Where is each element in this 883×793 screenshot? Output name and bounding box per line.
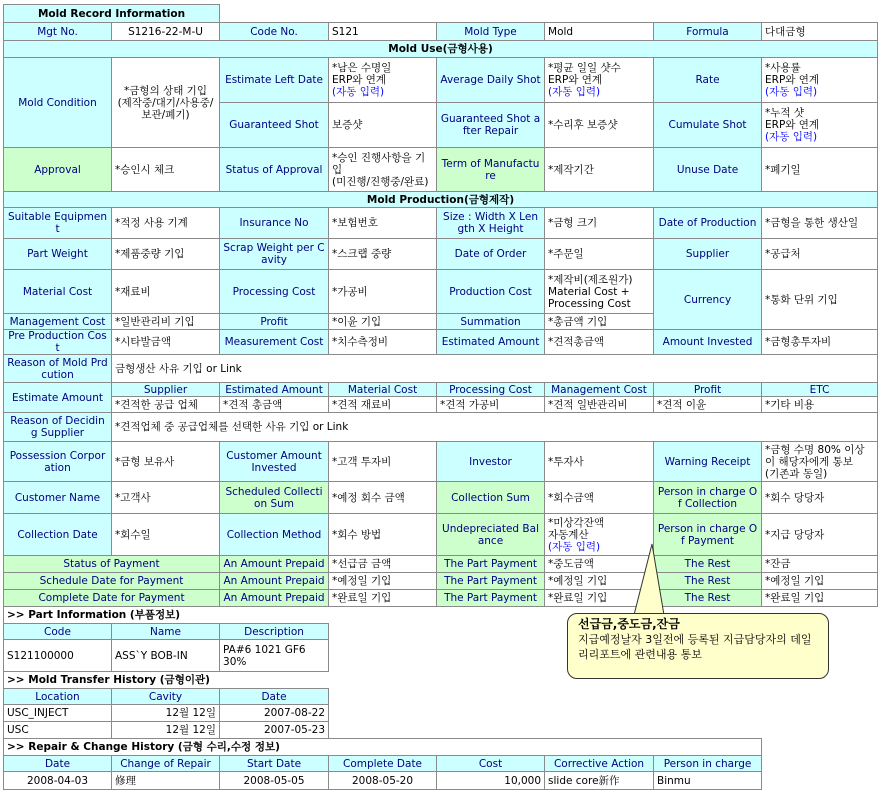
amount-prepaid-label: An Amount Prepaid bbox=[220, 556, 329, 573]
reason-deciding-supplier-label: Reason of Deciding Supplier bbox=[4, 413, 112, 442]
pic-collection-label: Person in charge Of Collection bbox=[654, 482, 762, 514]
rest-value[interactable]: *잔금 bbox=[762, 556, 878, 573]
amount-invested-label: Amount Invested bbox=[654, 330, 762, 355]
scrap-weight-label: Scrap Weight per Cavity bbox=[220, 239, 329, 270]
repair-header-start: Start Date bbox=[220, 756, 329, 772]
term-of-manufacture-label: Term of Manufacture bbox=[437, 148, 545, 192]
investor-label: Investor bbox=[437, 442, 545, 482]
status-of-approval-label: Status of Approval bbox=[220, 148, 329, 192]
schedule-date-payment-label: Schedule Date for Payment bbox=[4, 573, 220, 590]
customer-name-label: Customer Name bbox=[4, 482, 112, 514]
status-of-approval-value[interactable]: *승인 진행사항을 기입 (미진행/진행중/완료) bbox=[329, 148, 437, 192]
mold-record-title: Mold Record Information bbox=[4, 5, 220, 23]
mgt-no-label: Mgt No. bbox=[4, 23, 112, 41]
repair-header-action: Corrective Action bbox=[545, 756, 654, 772]
complete-date-payment-label: Complete Date for Payment bbox=[4, 590, 220, 607]
auto-input-note: (자동 입력) bbox=[765, 131, 818, 143]
transfer-location[interactable]: USC_INJECT bbox=[4, 705, 112, 722]
estimate-left-date-value: *남은 수명일 ERP와 연계 bbox=[332, 62, 392, 86]
callout-body: 지급예정날자 3일전에 등록된 지급담당자의 데일리리포트에 관련내용 통보 bbox=[578, 633, 812, 661]
size-value[interactable]: *금형 크기 bbox=[545, 208, 654, 239]
scheduled-collection-sum-value[interactable]: *예정 회수 금액 bbox=[329, 482, 437, 514]
pre-production-cost-label: Pre Production Cost bbox=[4, 330, 112, 355]
suitable-equipment-value[interactable]: *적정 사용 기계 bbox=[112, 208, 220, 239]
size-label: Size : Width X Length X Height bbox=[437, 208, 545, 239]
auto-input-note: (자동 입력) bbox=[765, 86, 818, 98]
amount-prepaid-value[interactable]: *선급금 금액 bbox=[329, 556, 437, 573]
repair-header-person: Person in charge bbox=[654, 756, 762, 772]
scrap-weight-value[interactable]: *스크랩 중량 bbox=[329, 239, 437, 270]
mgt-no-value[interactable]: S1216-22-M-U bbox=[112, 23, 220, 41]
transfer-cavity[interactable]: 12월 12일 bbox=[112, 705, 220, 722]
part-info-title: >> Part Information (부품정보) bbox=[4, 607, 329, 624]
management-cost-value[interactable]: *일반관리비 기입 bbox=[112, 314, 220, 330]
date-of-order-value[interactable]: *주문일 bbox=[545, 239, 654, 270]
repair-cost[interactable]: 10,000 bbox=[437, 772, 545, 790]
estimated-amount-label: Estimated Amount bbox=[437, 330, 545, 355]
collection-method-value[interactable]: *회수 방법 bbox=[329, 514, 437, 556]
estimate-header: Management Cost bbox=[545, 383, 654, 397]
part-description[interactable]: PA#6 1021 GF6 30% bbox=[220, 640, 329, 672]
estimate-header: Processing Cost bbox=[437, 383, 545, 397]
insurance-no-value[interactable]: *보험번호 bbox=[329, 208, 437, 239]
mold-type-label: Mold Type bbox=[437, 23, 545, 41]
part-payment-value[interactable]: *완료일 기입 bbox=[545, 590, 654, 607]
formula-value[interactable]: 다대금형 bbox=[762, 23, 878, 41]
estimate-header: ETC bbox=[762, 383, 878, 397]
possession-corp-label: Possession Corporation bbox=[4, 442, 112, 482]
table-row bbox=[4, 722, 878, 739]
estimate-profit-value[interactable]: *견적 이윤 bbox=[654, 397, 762, 413]
suitable-equipment-label: Suitable Equipment bbox=[4, 208, 112, 239]
rest-label: The Rest bbox=[654, 556, 762, 573]
rest-label: The Rest bbox=[654, 573, 762, 590]
profit-value[interactable]: *이윤 기입 bbox=[329, 314, 437, 330]
estimate-header: Estimated Amount bbox=[220, 383, 329, 397]
management-cost-label: Management Cost bbox=[4, 314, 112, 330]
collection-method-label: Collection Method bbox=[220, 514, 329, 556]
auto-input-note: (자동 입력) bbox=[548, 86, 601, 98]
warning-receipt-label: Warning Receipt bbox=[654, 442, 762, 482]
transfer-date[interactable]: 2007-08-22 bbox=[220, 705, 329, 722]
transfer-date[interactable]: 2007-05-23 bbox=[220, 722, 329, 739]
part-payment-value[interactable]: *중도금액 bbox=[545, 556, 654, 573]
part-weight-value[interactable]: *제품중량 기입 bbox=[112, 239, 220, 270]
supplier-label: Supplier bbox=[654, 239, 762, 270]
auto-input-note: (자동 입력) bbox=[548, 540, 601, 553]
customer-amount-invested-label: Customer Amount Invested bbox=[220, 442, 329, 482]
part-payment-value[interactable]: *예정일 기입 bbox=[545, 573, 654, 590]
rate-label: Rate bbox=[654, 58, 762, 103]
material-cost-value[interactable]: *재료비 bbox=[112, 270, 220, 314]
amount-prepaid-value[interactable]: *완료일 기입 bbox=[329, 590, 437, 607]
summation-label: Summation bbox=[437, 314, 545, 330]
currency-label: Currency bbox=[654, 270, 762, 330]
collection-sum-label: Collection Sum bbox=[437, 482, 545, 514]
average-daily-shot-value: *평균 일일 샷수 ERP와 연계 bbox=[548, 62, 621, 86]
part-header-code: Code bbox=[4, 624, 112, 640]
estimate-header: Supplier bbox=[112, 383, 220, 397]
pic-collection-value[interactable]: *회수 당당자 bbox=[762, 482, 878, 514]
rate-value: *사용률 ERP와 연계 bbox=[765, 62, 820, 86]
warning-receipt-value[interactable]: *금형 수명 80% 이상이 해당자에게 통보 (기존과 동일) bbox=[762, 442, 878, 482]
repair-date[interactable]: 2008-04-03 bbox=[4, 772, 112, 790]
estimated-amount-value[interactable]: *견적총금액 bbox=[545, 330, 654, 355]
date-of-production-label: Date of Production bbox=[654, 208, 762, 239]
processing-cost-label: Processing Cost bbox=[220, 270, 329, 314]
repair-history-title: >> Repair & Change History (금형 수리,수정 정보) bbox=[4, 739, 762, 756]
production-cost-value[interactable]: *제작비(제조원가) Material Cost + Processing Cost bbox=[545, 270, 654, 314]
guaranteed-shot-label: Guaranteed Shot bbox=[220, 103, 329, 148]
unuse-date-label: Unuse Date bbox=[654, 148, 762, 192]
approval-label: Approval bbox=[4, 148, 112, 192]
collection-date-value[interactable]: *회수일 bbox=[112, 514, 220, 556]
approval-value[interactable]: *승인시 체크 bbox=[112, 148, 220, 192]
repair-action[interactable]: slide core新作 bbox=[545, 772, 654, 790]
auto-input-note: (자동 입력) bbox=[332, 86, 385, 98]
status-of-payment-label: Status of Payment bbox=[4, 556, 220, 573]
unuse-date-value[interactable]: *폐기일 bbox=[762, 148, 878, 192]
callout-title: 선급금,중도금,잔금 bbox=[578, 617, 680, 631]
collection-date-label: Collection Date bbox=[4, 514, 112, 556]
rate-cell[interactable] bbox=[762, 58, 878, 103]
rest-value[interactable]: *예정일 기입 bbox=[762, 573, 878, 590]
measurement-cost-label: Measurement Cost bbox=[220, 330, 329, 355]
repair-header-date: Date bbox=[4, 756, 112, 772]
mold-use-title: Mold Use(금형사용) bbox=[4, 41, 878, 58]
transfer-cavity[interactable]: 12월 12일 bbox=[112, 722, 220, 739]
summation-value[interactable]: *총금액 기입 bbox=[545, 314, 654, 330]
amount-prepaid-label: An Amount Prepaid bbox=[220, 573, 329, 590]
investor-value[interactable]: *투자사 bbox=[545, 442, 654, 482]
estimate-left-date-label: Estimate Left Date bbox=[220, 58, 329, 103]
formula-label: Formula bbox=[654, 23, 762, 41]
repair-header-change: Change of Repair bbox=[112, 756, 220, 772]
date-of-production-value[interactable]: *금형을 통한 생산일 bbox=[762, 208, 878, 239]
currency-value[interactable]: *통화 단위 기입 bbox=[762, 270, 878, 330]
estimate-management-value[interactable]: *견적 일반관리비 bbox=[545, 397, 654, 413]
repair-complete[interactable]: 2008-05-20 bbox=[329, 772, 437, 790]
guaranteed-after-repair-label: Guaranteed Shot after Repair bbox=[437, 103, 545, 148]
table-row bbox=[4, 705, 878, 722]
part-payment-label: The Part Payment bbox=[437, 590, 545, 607]
pic-payment-value[interactable]: *지급 당당자 bbox=[762, 514, 878, 556]
guaranteed-shot-value[interactable]: 보증샷 bbox=[329, 103, 437, 148]
mold-condition-label: Mold Condition bbox=[4, 58, 112, 148]
amount-invested-value[interactable]: *금형총투자비 bbox=[762, 330, 878, 355]
estimate-amount-value[interactable]: *견적 총금액 bbox=[220, 397, 329, 413]
part-payment-label: The Part Payment bbox=[437, 573, 545, 590]
estimate-material-value[interactable]: *견적 재료비 bbox=[329, 397, 437, 413]
payment-callout-note bbox=[567, 613, 829, 679]
mold-type-value[interactable]: Mold bbox=[545, 23, 654, 41]
reason-mold-production-label: Reason of Mold Prdcution bbox=[4, 355, 112, 383]
collection-sum-value[interactable]: *회수금액 bbox=[545, 482, 654, 514]
transfer-location[interactable]: USC bbox=[4, 722, 112, 739]
insurance-no-label: Insurance No bbox=[220, 208, 329, 239]
repair-start[interactable]: 2008-05-05 bbox=[220, 772, 329, 790]
measurement-cost-value[interactable]: *치수측정비 bbox=[329, 330, 437, 355]
repair-change[interactable]: 修理 bbox=[112, 772, 220, 790]
reason-mold-production-value[interactable]: 금형생산 사유 기입 or Link bbox=[112, 355, 878, 383]
supplier-value[interactable]: *공급처 bbox=[762, 239, 878, 270]
average-daily-shot-cell[interactable] bbox=[545, 58, 654, 103]
estimate-etc-value[interactable]: *기타 비용 bbox=[762, 397, 878, 413]
cumulate-shot-cell[interactable] bbox=[762, 103, 878, 148]
transfer-header-date: Date bbox=[220, 689, 329, 705]
production-cost-label: Production Cost bbox=[437, 270, 545, 314]
part-header-description: Description bbox=[220, 624, 329, 640]
profit-label: Profit bbox=[220, 314, 329, 330]
part-name[interactable]: ASS`Y BOB-IN bbox=[112, 640, 220, 672]
repair-header-complete: Complete Date bbox=[329, 756, 437, 772]
estimate-supplier-value[interactable]: *견적한 공급 업체 bbox=[112, 397, 220, 413]
cumulate-shot-label: Cumulate Shot bbox=[654, 103, 762, 148]
part-code[interactable]: S121100000 bbox=[4, 640, 112, 672]
repair-person[interactable]: Binmu bbox=[654, 772, 762, 790]
processing-cost-value[interactable]: *가공비 bbox=[329, 270, 437, 314]
possession-corp-value[interactable]: *금형 보유사 bbox=[112, 442, 220, 482]
part-payment-label: The Part Payment bbox=[437, 556, 545, 573]
amount-prepaid-value[interactable]: *예정일 기입 bbox=[329, 573, 437, 590]
pre-production-cost-value[interactable]: *시타발금액 bbox=[112, 330, 220, 355]
estimate-header: Material Cost bbox=[329, 383, 437, 397]
term-of-manufacture-value[interactable]: *제작기간 bbox=[545, 148, 654, 192]
transfer-header-location: Location bbox=[4, 689, 112, 705]
transfer-header-cavity: Cavity bbox=[112, 689, 220, 705]
rest-value[interactable]: *완료일 기입 bbox=[762, 590, 878, 607]
transfer-history-title: >> Mold Transfer History (금형이관) bbox=[4, 672, 329, 689]
callout-pointer-shape bbox=[634, 544, 664, 615]
material-cost-label: Material Cost bbox=[4, 270, 112, 314]
pic-payment-label: Person in charge Of Payment bbox=[654, 514, 762, 556]
code-no-value[interactable]: S121 bbox=[329, 23, 437, 41]
average-daily-shot-label: Average Daily Shot bbox=[437, 58, 545, 103]
mold-condition-value[interactable]: *금형의 상태 기입 (제작중/대기/사용중/보관/폐기) bbox=[112, 58, 220, 148]
part-header-name: Name bbox=[112, 624, 220, 640]
estimate-header: Profit bbox=[654, 383, 762, 397]
undepreciated-balance-label: Undepreciated Balance bbox=[437, 514, 545, 556]
reason-deciding-supplier-value[interactable]: *견적업체 중 공급업체를 선택한 사유 기입 or Link bbox=[112, 413, 878, 442]
guaranteed-after-repair-value[interactable]: *수리후 보증샷 bbox=[545, 103, 654, 148]
customer-name-value[interactable]: *고객사 bbox=[112, 482, 220, 514]
scheduled-collection-sum-label: Scheduled Collection Sum bbox=[220, 482, 329, 514]
amount-prepaid-label: An Amount Prepaid bbox=[220, 590, 329, 607]
mold-production-title: Mold Production(금형제작) bbox=[4, 192, 878, 208]
date-of-order-label: Date of Order bbox=[437, 239, 545, 270]
estimate-processing-value[interactable]: *견적 가공비 bbox=[437, 397, 545, 413]
rest-label: The Rest bbox=[654, 590, 762, 607]
callout-pointer bbox=[620, 540, 680, 620]
estimate-left-date-cell[interactable] bbox=[329, 58, 437, 103]
table-row bbox=[4, 772, 878, 790]
cumulate-shot-value: *누적 샷 ERP와 연계 bbox=[765, 107, 820, 131]
code-no-label: Code No. bbox=[220, 23, 329, 41]
part-weight-label: Part Weight bbox=[4, 239, 112, 270]
repair-header-cost: Cost bbox=[437, 756, 545, 772]
undepreciated-balance-value: *미상각잔액 자동계산 bbox=[548, 516, 604, 541]
estimate-amount-label: Estimate Amount bbox=[4, 383, 112, 413]
customer-amount-invested-value[interactable]: *고객 투자비 bbox=[329, 442, 437, 482]
